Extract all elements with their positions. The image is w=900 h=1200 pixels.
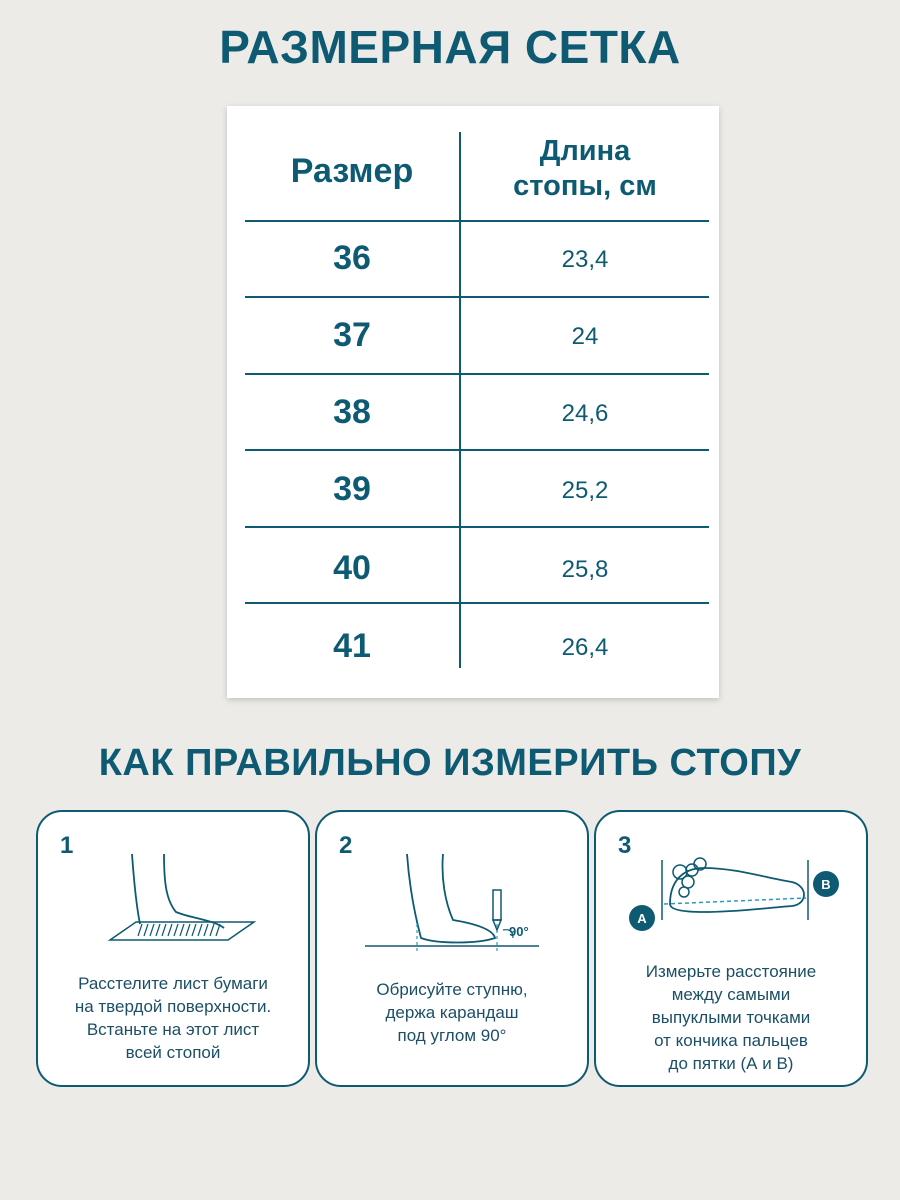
how-to-title: КАК ПРАВИЛЬНО ИЗМЕРИТЬ СТОПУ (98, 742, 802, 784)
point-b-label: B (821, 877, 831, 892)
step-line: Измерьте расстояние (645, 962, 817, 981)
step-line: от кончика пальцев (654, 1031, 808, 1050)
row-divider (245, 602, 709, 604)
row-divider (245, 526, 709, 528)
size-cell: 41 (333, 627, 371, 665)
angle-label: 90° (509, 924, 529, 939)
size-cell: 38 (333, 393, 371, 431)
length-cell: 24,6 (561, 400, 609, 427)
step-card-1 (36, 810, 310, 1087)
header-size: Размер (290, 152, 414, 190)
header-length (461, 134, 709, 204)
step-text (48, 972, 298, 1064)
row-divider (245, 220, 709, 222)
length-cell: 25,2 (561, 477, 609, 504)
foot-on-paper-icon (38, 812, 312, 972)
row-divider (245, 449, 709, 451)
header-length-line2: стопы, см (513, 170, 657, 202)
step-card-2 (315, 810, 589, 1087)
point-a-label: A (637, 911, 647, 926)
step-card-3 (594, 810, 868, 1087)
step-line: Обрисуйте ступню, (376, 980, 528, 999)
step-line: Встаньте на этот лист (86, 1020, 260, 1039)
page-title: РАЗМЕРНАЯ СЕТКА (219, 21, 681, 73)
length-cell: 26,4 (561, 634, 609, 661)
step-line: до пятки (А и В) (668, 1054, 794, 1073)
step-line: под углом 90° (397, 1026, 507, 1045)
step-line: всей стопой (125, 1043, 221, 1062)
size-cell: 39 (333, 470, 371, 508)
size-cell: 36 (333, 239, 371, 277)
step-line: на твердой поверхности. (74, 997, 272, 1016)
length-cell: 25,8 (561, 556, 609, 583)
foot-pencil-icon (317, 812, 591, 972)
step-line: выпуклыми точками (651, 1008, 811, 1027)
length-cell: 24 (571, 323, 599, 350)
step-text (327, 978, 577, 1047)
length-cell: 23,4 (561, 246, 609, 273)
size-cell: 40 (333, 549, 371, 587)
step-text (606, 960, 856, 1075)
step-line: держа карандаш (385, 1003, 519, 1022)
size-cell: 37 (333, 316, 371, 354)
row-divider (245, 296, 709, 298)
step-number: 1 (60, 832, 74, 859)
step-number: 2 (339, 832, 353, 859)
header-length-line1: Длина (539, 135, 631, 167)
step-line: Расстелите лист бумаги (78, 974, 268, 993)
step-number: 3 (618, 832, 632, 859)
size-table (227, 106, 719, 698)
step-line: между самыми (671, 985, 791, 1004)
foot-measure-icon (596, 812, 870, 972)
row-divider (245, 373, 709, 375)
